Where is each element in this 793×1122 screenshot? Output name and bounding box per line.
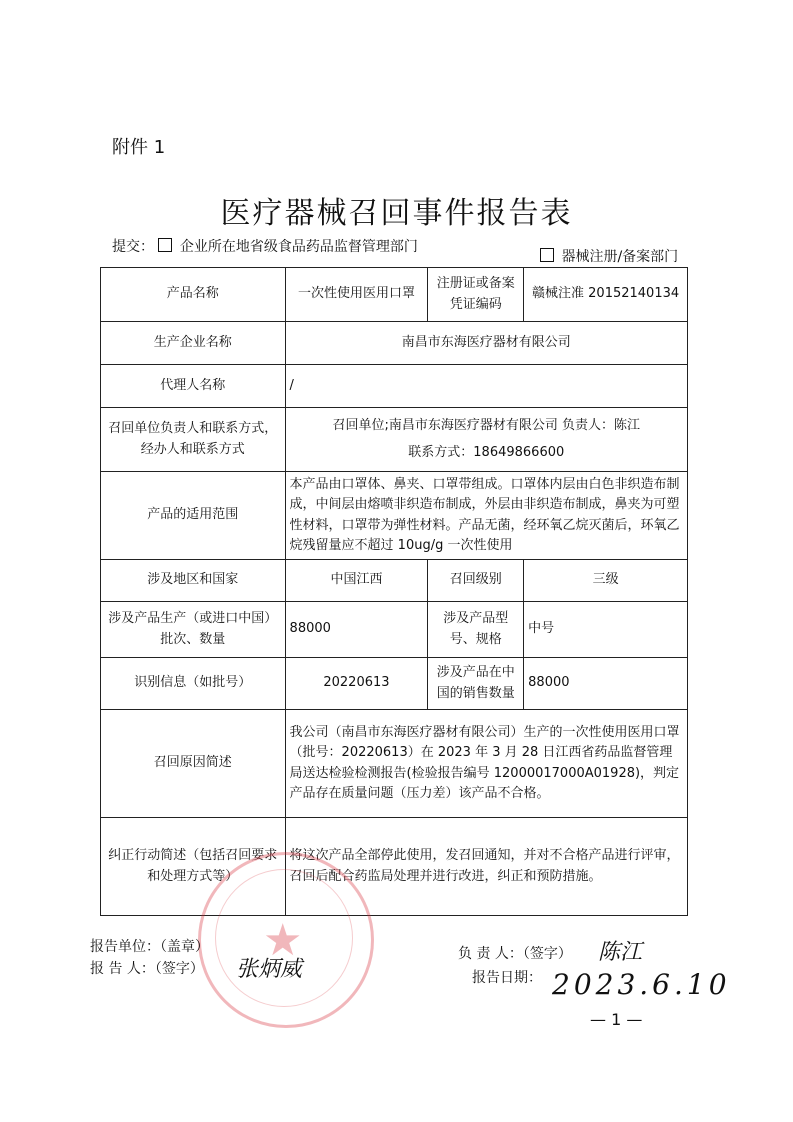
reason-value: 我公司（南昌市东海医疗器材有限公司）生产的一次性使用医用口罩（批号：20220613）在 2023 年 3 月 28 日江西省药品监督管理局送达检验检测报告(检验报告编号 12000017000A01928)，判定产品存在质量问题（压力差）该产品不合格。 <box>285 710 687 818</box>
table-row <box>101 658 688 710</box>
date-label: 报告日期： <box>472 970 542 986</box>
reason-label: 召回原因简述 <box>101 710 286 818</box>
page-number: — 1 — <box>590 1010 643 1029</box>
region-label: 涉及地区和国家 <box>101 560 286 602</box>
batch-value: 88000 <box>285 602 428 658</box>
contact-line-1: 召回单位;南昌市东海医疗器材有限公司 负责人：陈江 <box>332 418 641 434</box>
submit-label: 提交： <box>112 239 154 255</box>
seal-star-icon: ★ <box>263 915 303 966</box>
scope-label: 产品的适用范围 <box>101 472 286 560</box>
submit-option-provincial: 企业所在地省级食品药品监督管理部门 <box>179 239 418 255</box>
attachment-label: 附件 1 <box>112 137 166 158</box>
product-name-label: 产品名称 <box>101 268 286 322</box>
region-value: 中国江西 <box>285 560 428 602</box>
responsible-label: 负 责 人：（签字） <box>458 946 572 962</box>
agent-label: 代理人名称 <box>101 365 286 408</box>
checkbox-provincial[interactable] <box>158 238 172 252</box>
contact-line-2: 联系方式：18649866600 <box>408 444 565 460</box>
submit-line <box>112 236 418 256</box>
table-row <box>101 268 688 322</box>
contact-label: 召回单位负责人和联系方式，经办人和联系方式 <box>101 408 286 472</box>
product-name-value: 一次性使用医用口罩 <box>285 268 428 322</box>
table-row <box>101 408 688 472</box>
page-title: 医疗器械召回事件报告表 <box>220 196 573 231</box>
reporter-label: 报 告 人：（签字） <box>90 961 204 977</box>
sales-label: 涉及产品在中国的销售数量 <box>428 658 524 710</box>
recall-report-table <box>100 267 688 916</box>
reg-cert-label: 注册证或备案凭证编码 <box>428 268 524 322</box>
table-row <box>101 365 688 408</box>
company-seal-stamp <box>198 852 374 1028</box>
reporter-unit-label: 报告单位：（盖章） <box>90 939 209 955</box>
table-row <box>101 818 688 916</box>
batch-label: 涉及产品生产（或进口中国）批次、数量 <box>101 602 286 658</box>
table-row <box>101 560 688 602</box>
table-row <box>101 472 688 560</box>
id-value: 20220613 <box>285 658 428 710</box>
manufacturer-value: 南昌市东海医疗器材有限公司 <box>285 322 687 365</box>
sales-value: 88000 <box>524 658 688 710</box>
submit-option-registration: 器械注册/备案部门 <box>561 249 679 265</box>
level-value: 三级 <box>524 560 688 602</box>
scope-value: 本产品由口罩体、鼻夹、口罩带组成。口罩体内层由白色非织造布制成，中间层由熔喷非织造布制成，外层由非织造布制成，鼻夹为可塑性材料，口罩带为弹性材料。产品无菌，经环氧乙烷灭菌后，环氧乙烷残留量应不超过 10ug/g 一次性使用 <box>285 472 687 560</box>
report-date-handwritten: 2023.6.10 <box>552 968 731 1001</box>
checkbox-registration[interactable] <box>540 248 554 262</box>
id-label: 识别信息（如批号） <box>101 658 286 710</box>
level-label: 召回级别 <box>428 560 524 602</box>
submit-line-2 <box>540 246 678 266</box>
responsible-signature: 陈江 <box>598 940 643 965</box>
action-value: 将这次产品全部停此使用，发召回通知，并对不合格产品进行评审，召回后配合药监局处理并进行改进，纠正和预防措施。 <box>285 818 687 916</box>
manufacturer-label: 生产企业名称 <box>101 322 286 365</box>
reporter-signature: 张炳威 <box>236 957 303 982</box>
contact-value <box>285 408 687 472</box>
model-label: 涉及产品型号、规格 <box>428 602 524 658</box>
table-row <box>101 710 688 818</box>
model-value: 中号 <box>524 602 688 658</box>
table-row <box>101 602 688 658</box>
action-label: 纠正行动简述（包括召回要求和处理方式等） <box>101 818 286 916</box>
agent-value: / <box>285 365 687 408</box>
reg-cert-value: 赣械注准 20152140134 <box>524 268 688 322</box>
table-row <box>101 322 688 365</box>
